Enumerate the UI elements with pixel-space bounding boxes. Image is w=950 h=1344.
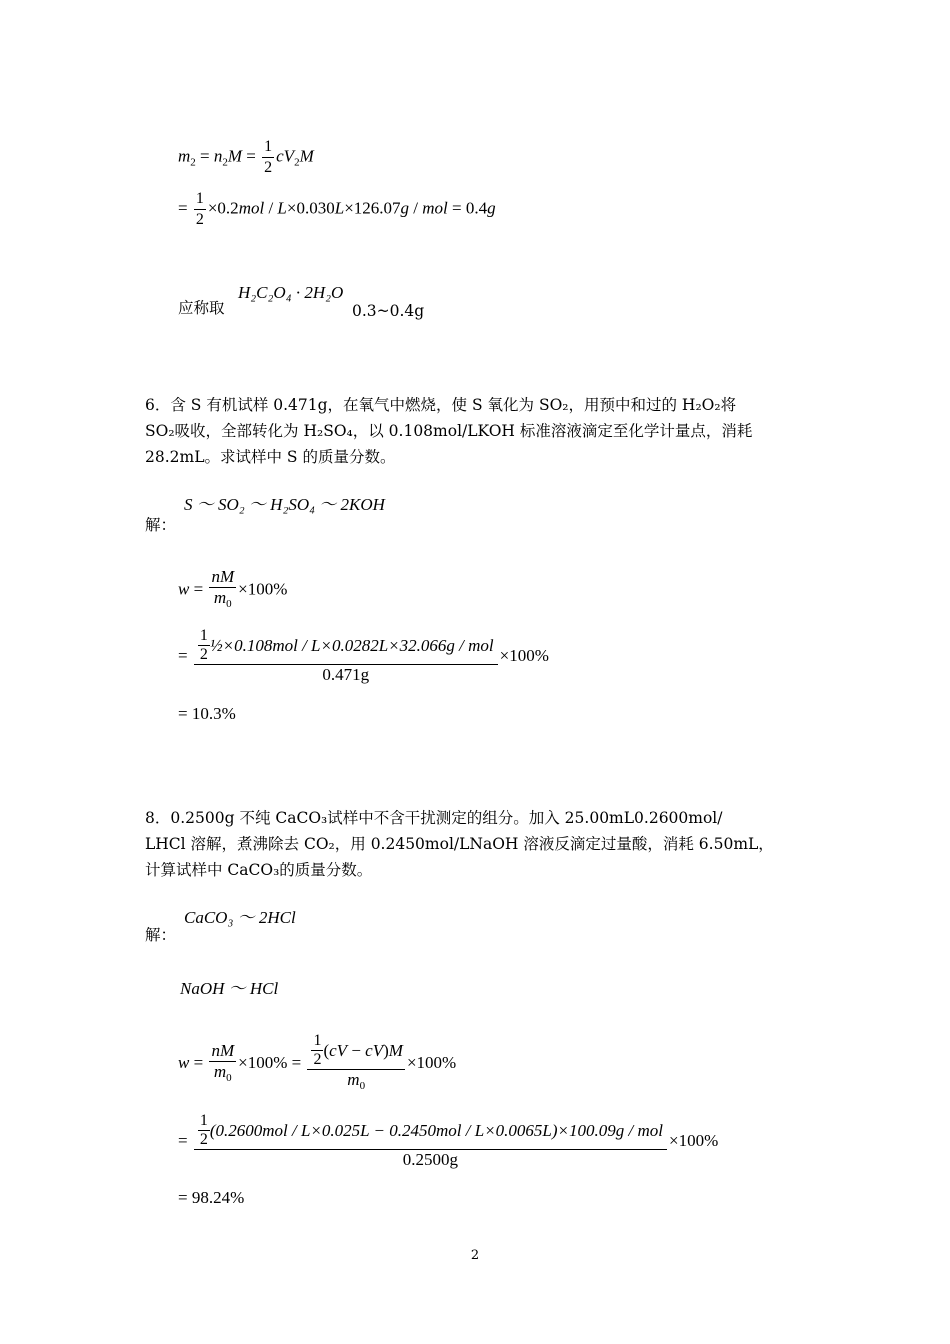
problem8-relation1	[184, 903, 296, 928]
weigh-formula-text: H₂C₂O₄ · 2H₂O	[238, 283, 344, 302]
problem8-times100: ×100%	[668, 1131, 719, 1150]
problem6-numerator: ½×0.108mol / L×0.0282L×32.066g / mol	[209, 635, 494, 655]
problem8-jie	[145, 922, 176, 948]
page-number-text: 2	[470, 1248, 480, 1263]
m2-formula-line2: = $\frac{1}{2}$ ×0.2mol / L×0.030L×126.07g / mol = 0.4g	[178, 190, 496, 228]
problem6-result-text: = 10.3%	[178, 704, 236, 723]
problem8-w-formula: w = $\frac{nM}{m_0}$ ×100% = $\frac{1}{2}$ (cV − cV)M $m_0$ ×100%	[178, 1032, 457, 1092]
weigh-range-text: 0.3~0.4g	[352, 302, 425, 320]
problem6-jie-text: 解：	[145, 516, 177, 534]
weigh-range	[352, 298, 424, 324]
problem8-line: 计算试样中 CaCO₃的质量分数。	[145, 861, 373, 879]
problem6-result	[178, 704, 236, 724]
problem6-line: 6．含 S 有机试样 0.471g，在氧气中燃烧，使 S 氧化为 SO₂，用预中和过的 H₂O₂将	[145, 396, 737, 414]
problem6-jie	[145, 512, 176, 538]
problem8-jie-text: 解：	[145, 926, 177, 944]
weigh-prefix: 应称取	[178, 299, 225, 317]
m2-formula-line1: $m_2 = n_2M$ = $\frac{1}{2}$ $cV_2M$	[178, 138, 314, 176]
problem6-relation-text: S ～ SO₂ ～ H₂SO₄ ～ 2KOH	[184, 495, 385, 514]
problem8-relation2	[180, 974, 278, 999]
problem6-big-fraction: = $\frac{1}{2}$ ½×0.108mol / L×0.0282L×32.066g / mol 0.471g ×100%	[178, 627, 549, 684]
problem6-text	[145, 392, 752, 470]
problem8-result	[178, 1188, 244, 1208]
problem8-big-fraction: = $\frac{1}{2}$ (0.2600mol / L×0.025L − 0.2450mol / L×0.0065L)×100.09g / mol 0.2500g ×100%	[178, 1112, 719, 1169]
problem6-w-formula: w = $\frac{nM}{m_0}$ ×100%	[178, 567, 288, 610]
problem8-numerator: (0.2600mol / L×0.025L − 0.2450mol / L×0.0065L)×100.09g / mol	[209, 1120, 663, 1140]
problem8-denominator: 0.2500g	[402, 1150, 459, 1169]
problem8-fraction: $\frac{1}{2}$ (0.2600mol / L×0.025L − 0.2450mol / L×0.0065L)×100.09g / mol 0.2500g	[194, 1113, 667, 1169]
problem8-line: 8．0.2500g 不纯 CaCO₃试样中不含干扰测定的组分。加入 25.00mL0.2600mol/	[145, 809, 723, 827]
problem6-fraction: $\frac{1}{2}$ ½×0.108mol / L×0.0282L×32.066g / mol 0.471g	[194, 628, 498, 684]
problem6-line: 28.2mL。求试样中 S 的质量分数。	[145, 448, 396, 466]
problem6-times100: ×100%	[499, 646, 549, 665]
page-number	[0, 1248, 950, 1263]
problem8-text	[145, 805, 774, 883]
weigh-formula	[238, 283, 343, 303]
problem8-relation2-text: NaOH ～ HCl	[180, 979, 279, 998]
weigh-line	[178, 295, 225, 321]
problem8-line: LHCl 溶解，煮沸除去 CO₂，用 0.2450mol/LNaOH 溶液反滴定过量酸，消耗 6.50mL，	[145, 835, 774, 853]
problem8-relation1-text: CaCO₃ ～ 2HCl	[184, 908, 296, 927]
problem8-result-text: = 98.24%	[178, 1188, 245, 1207]
problem6-denominator: 0.471g	[322, 665, 370, 684]
problem6-relation	[184, 490, 385, 515]
problem6-line: SO₂吸收，全部转化为 H₂SO₄，以 0.108mol/LKOH 标准溶液滴定至化学计量点，消耗	[145, 422, 753, 440]
